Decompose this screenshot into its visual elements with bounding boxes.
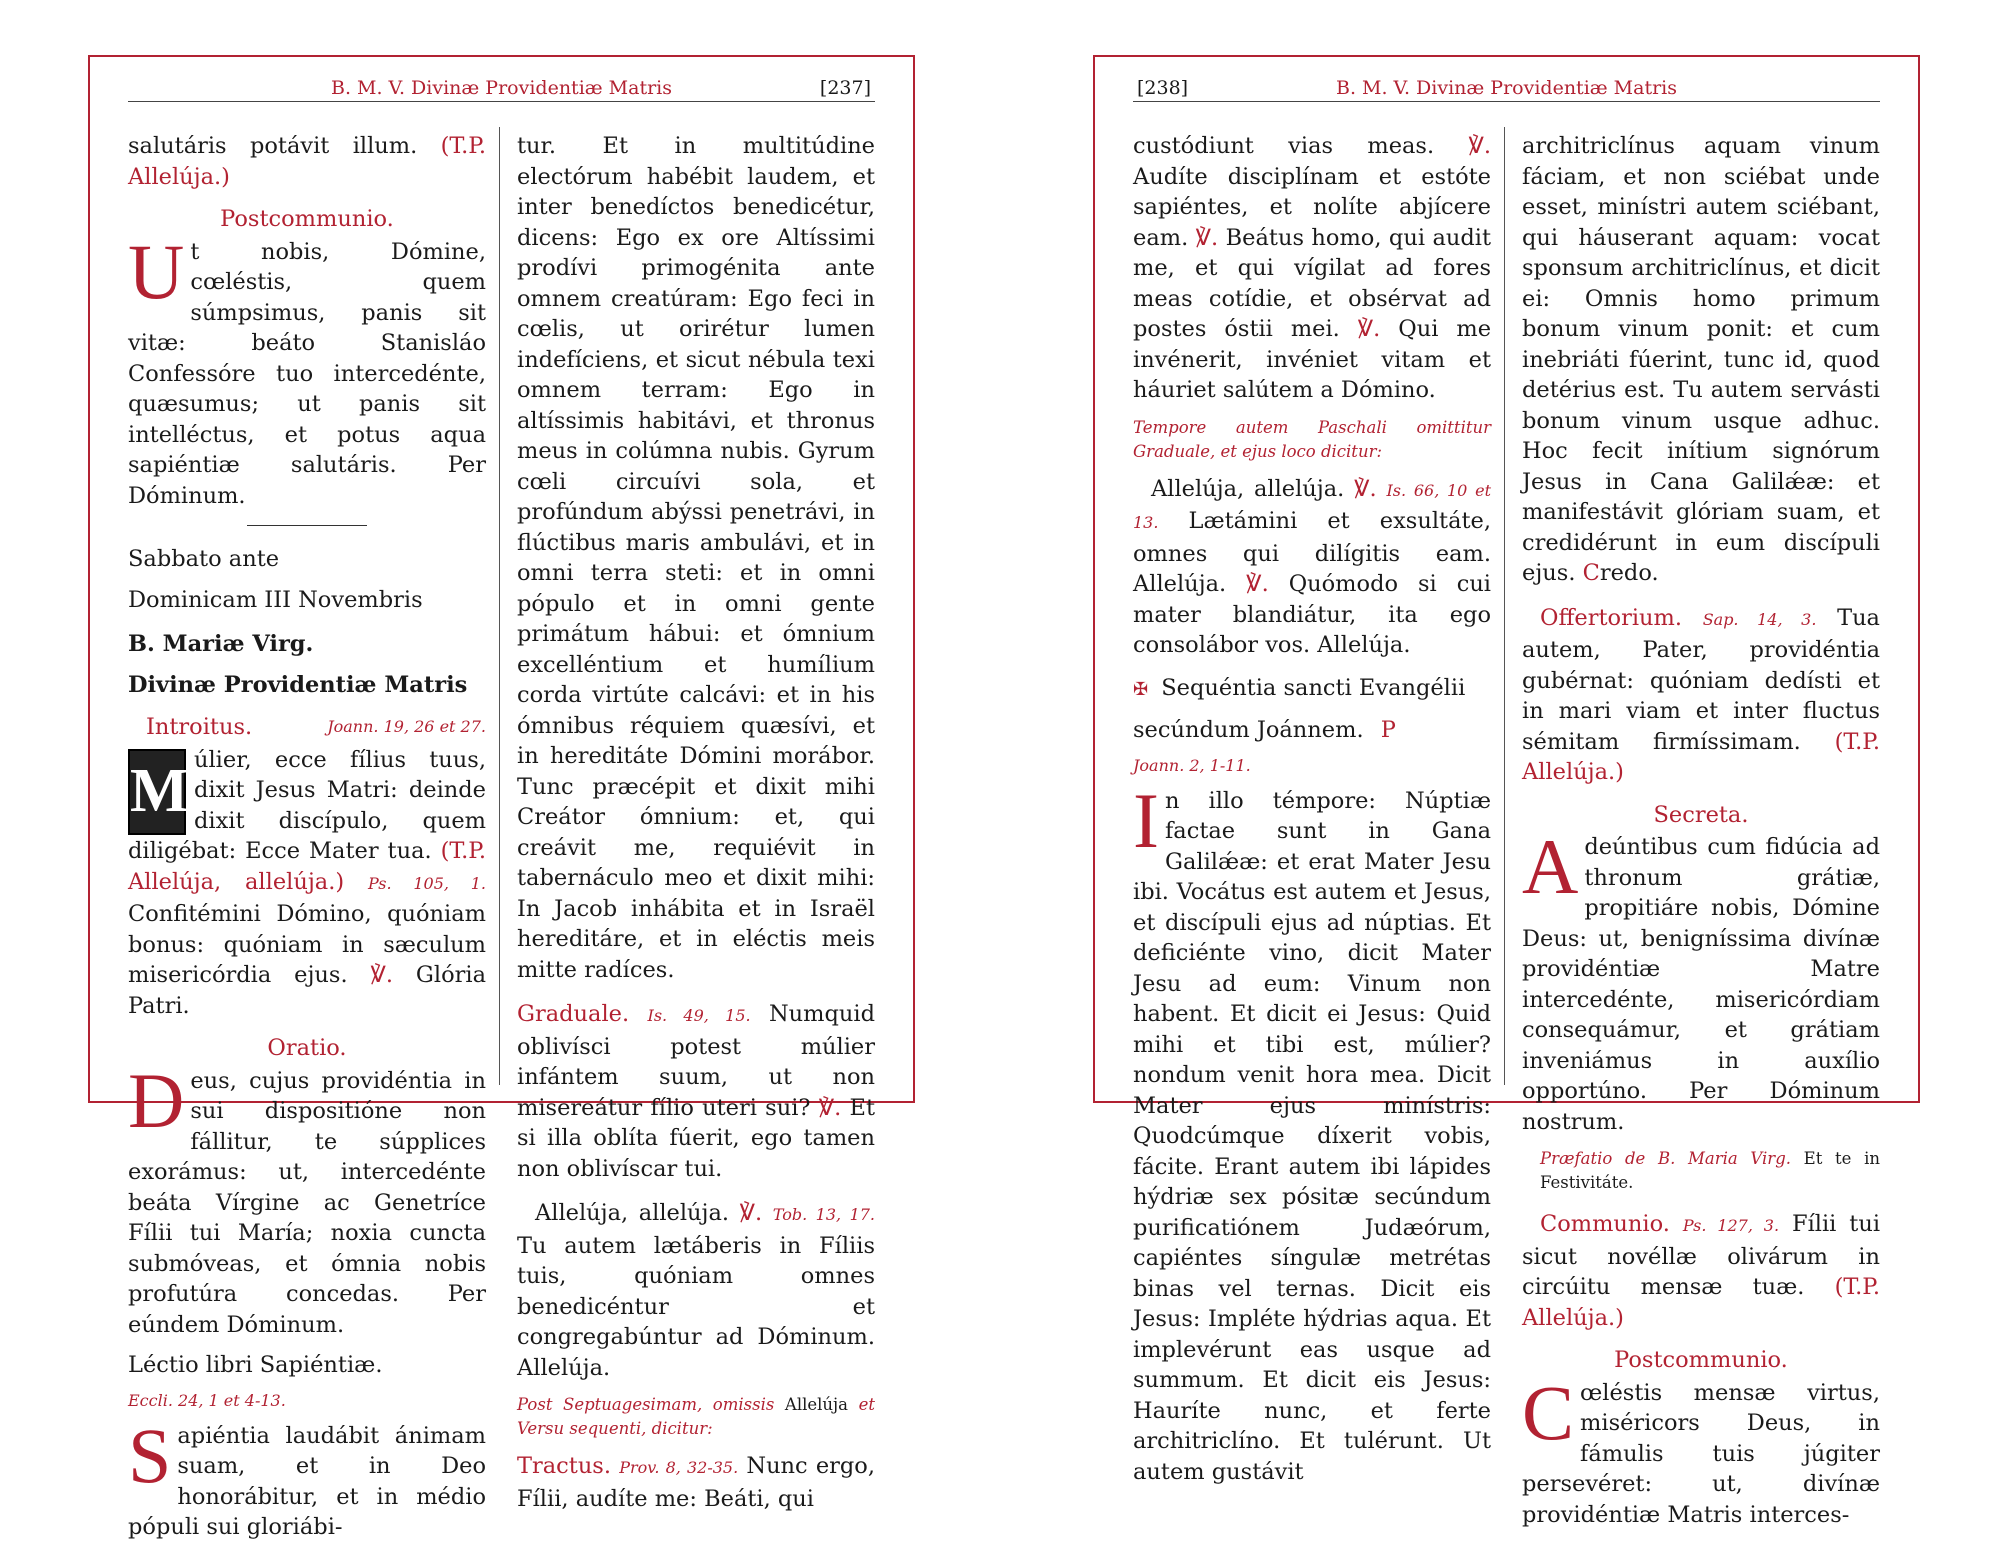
gospel-title-line1: ✠ Sequéntia sancti Evangélii [1133, 674, 1466, 701]
lectio-text: S apiéntia laudábit ánimam suam, et in Deo honorábitur, et in médio pópuli sui gloriábi- [128, 1411, 486, 1540]
section-rule [247, 525, 367, 526]
day-title-line1: Sabbato ante [128, 546, 280, 572]
versicle-symbol: ℣. [370, 962, 394, 988]
feast-title-line1: B. Mariæ Virg. [128, 631, 314, 657]
postcommunio-heading: Postcommunio. [220, 206, 394, 232]
secreta-heading: Secreta. [1653, 801, 1749, 828]
right-page [1093, 55, 1920, 1528]
secreta-text: A deúntibus cum fidúcia ad thronum grátiæ, propitiáre nobis, Dómine Deus: ut, benigníssima divínæ providéntiæ Matre intercedénte, misericórdiam consequámur, et grátiam inveniámus in auxílio opportúno. Per Dóminum nostrum. [1522, 823, 1880, 1135]
drop-cap-initial: D [128, 1056, 185, 1144]
right-column-1 [1133, 131, 1491, 1497]
versicle-symbol: ℣. [1357, 316, 1381, 342]
offertorium-reference: Sap. 14, 3. [1702, 609, 1817, 629]
drop-cap-initial: A [1522, 823, 1579, 910]
page-number: [237] [819, 77, 871, 99]
graduale-label: Graduale. [517, 1001, 630, 1027]
drop-cap-initial: U [128, 227, 185, 315]
postcommunio-heading: Postcommunio. [1614, 1347, 1788, 1373]
running-title: B. M. V. Divinæ Providentiæ Matris [330, 77, 672, 99]
versicle-symbol: ℣. [1195, 224, 1219, 251]
versicle-symbol: ℣. [1354, 475, 1377, 502]
right-column-2 [1522, 131, 1880, 1540]
communio-label: Communio. [1540, 1211, 1670, 1237]
page-header [1133, 69, 1880, 102]
tractus: Tractus. Prov. 8, 32-35. Nunc ergo, Fílii, audíte me: Beáti, qui [517, 1453, 875, 1512]
gospel-reference: Joann. 2, 1-11. [1133, 755, 1251, 775]
gospel-marker: P [1380, 717, 1396, 743]
lectio-title: Léctio libri Sapiéntiæ. [128, 1352, 383, 1378]
continuation-text: salutáris potávit illum. (T.P. Allelúja.) [128, 133, 487, 190]
gospel-continuation: architriclínus aquam vinum fáciam, et non sciébat unde esset, minístri autem sciébant, qui háuserant aquam: vocat sponsum architriclínus, et dicit ei: Omnis homo primum bonum vinum ponit: et cum inebriáti fúerint, tunc id, quod detérius est. Tu autem servásti bonum vinum usque adhuc. Hoc fecit inítium signórum Jesus in Cana Galilǽæ: et manifestávit glóriam suam, et credidérunt in eum discípuli ejus. Credo. [1522, 133, 1880, 586]
introitus-text: M úlier, ecce fílius tuus, dixit Jesus Matri: deinde dixit discípulo, quem diligébat: Ecce Mater tua. (T.P. Allelúja, allelúja.) Ps. 105, 1. Confitémini Dómino, quóniam bonus: quóniam in sæculum misericórdia ejus. ℣. Glória Patri. [128, 746, 486, 1019]
offertorium-label: Offertorium. [1540, 604, 1683, 631]
oratio-text: D eus, cujus providéntia in sui dispositióne non fállitur, te súpplices exorámus: ut, intercedénte beáta Vírgine ac Genetríce Fílii tui María; noxia cuncta submóveas, et ómnia nobis profutúra concedas. Per eúndem Dóminum. [128, 1056, 486, 1338]
left-page [88, 55, 915, 1540]
credo-initial: C [1582, 560, 1600, 586]
septuagesima-rubric: Post Septuagesimam, omissis Allelúja et Versu sequenti, dicitur: [517, 1395, 875, 1438]
postcommunio-text: C œléstis mensæ virtus, miséricors Deus, in fámulis tuis júgiter persevéret: ut, divínæ providéntiæ Matris interces- [1522, 1368, 1880, 1528]
paschal-rubric: Tempore autem Paschali omittitur Graduale, et ejus loco dicitur: [1133, 417, 1491, 461]
page-header [128, 69, 875, 102]
lectio-reference: Eccli. 24, 1 et 4-13. [128, 1390, 286, 1410]
communio: Communio. Ps. 127, 3. Fílii tui sicut novéllæ olivárum in circúitu mensæ tuæ. (T.P. Allelúja.) [1522, 1211, 1881, 1331]
postcommunio-text: U t nobis, Dómine, cœléstis, quem súmpsimus, panis sit vitæ: beáto Stanisláo Confessóre tuo intercedénte, quæsumus; ut panis sit intelléctus, et potus aqua sapiéntiæ salutáris. Per Dóminum. [128, 227, 486, 509]
graduale: Graduale. Is. 49, 15. Numquid oblivísci potest múlier infántem suum, ut non misereátur fílio uteri sui? ℣. Et si illa oblíta fúerit, ego tamen non oblivíscar tui. [517, 1001, 875, 1182]
left-column-2 [517, 131, 875, 1524]
graduale-reference: Is. 49, 15. [647, 1006, 751, 1025]
left-column-1 [128, 131, 486, 1553]
versicle-symbol: ℣. [818, 1094, 842, 1121]
praefatio-rubric: Præfatio de B. Maria Virg. Et te in Festivitáte. [1540, 1149, 1880, 1192]
lectio-continuation: tur. Et in multitúdine electórum habébit laudem, et inter benedíctos benedicétur, dicens: Ego ex ore Altíssimi prodívi primogénita ante omnem creatúram: Ego feci in cœlis, ut orirétur lumen indefíciens, et sicut nébula texi omnem terram: Ego in altíssimis habitávi, et thronus meus in colúmna nubis. Gyrum cœli circuívi sola, et profúndum abýssi penetrávi, in flúctibus maris ambulávi, et in omni terra steti: et in omni pópulo et in omni gente primátum hábui: et ómnium excelléntium et humílium corda virtúte calcávi: et in his ómnibus réquiem quæsívi, et in hereditáte Dómini morábor. Tunc præcépit et dixit mihi Creátor ómnium: et, qui creávit me, requiévit in tabernáculo meo et dixit mihi: In Jacob inhábita et in Israël hereditáre, et in eléctis meis mitte radíces. [517, 133, 875, 983]
drop-cap-initial: C [1522, 1368, 1575, 1456]
versicle-symbol: ℣. [739, 1200, 763, 1226]
alleluia-reference: Tob. 13, 17. [772, 1205, 876, 1224]
ornamental-initial: M [128, 749, 186, 835]
tractus-continuation: custódiunt vias meas. ℣. Audíte disciplínam et estóte sapiéntes, et nolíte abjícere eam. ℣. Beátus homo, qui audit me, et qui vígilat ad fores meas cotídie, et obsérvat ad postes óstii mei. ℣. Qui me invénerit, invéniet vitam et háuriet salútem a Dómino. [1133, 133, 1492, 403]
column-divider [1504, 127, 1505, 1085]
alleluia-verse: Allelúja, allelúja. ℣. Tob. 13, 17. Tu autem lætáberis in Fíliis tuis, quóniam omnes benedicéntur et congregabúntur ad Dóminum. Allelúja. [517, 1200, 876, 1381]
versicle-symbol: ℣. [1468, 133, 1491, 159]
feast-title-line2: Divinæ Providentiæ Matris [128, 671, 468, 698]
introitus-heading [146, 712, 486, 743]
drop-cap-initial: I [1133, 776, 1159, 864]
communio-reference: Ps. 127, 3. [1682, 1216, 1780, 1235]
drop-cap-initial: S [128, 1411, 172, 1499]
day-title-line2: Dominicam III Novembris [128, 586, 423, 613]
psalm-reference: Ps. 105, 1. [367, 873, 486, 893]
paschal-reference: Is. 66, 10 et 13. [1133, 480, 1491, 532]
oratio-heading: Oratio. [267, 1035, 347, 1061]
gospel-title-line2: secúndum Joánnem. P [1133, 717, 1396, 743]
page-number: [238] [1137, 77, 1189, 99]
versicle-symbol: ℣. [1246, 571, 1269, 597]
introitus-reference: Joann. 19, 26 et 27. [327, 717, 486, 736]
tractus-reference: Prov. 8, 32-35. [619, 1458, 739, 1477]
running-title: B. M. V. Divinæ Providentiæ Matris [1335, 77, 1677, 99]
column-divider [499, 127, 500, 1085]
offertorium: Offertorium. Sap. 14, 3. Tua autem, Pater, providéntia gubérnat: quóniam dedísti et in mari viam et inter fluctus sémitam firmíssimam. (T.P. Allelúja.) [1522, 604, 1880, 785]
cross-icon: ✠ [1133, 678, 1149, 700]
gospel-text: I n illo témpore: Núptiæ factae sunt in Gana Galilǽæ: et erat Mater Jesu ibi. Vocátus est autem et Jesus, et discípuli ejus ad núptias. Et deficiénte vino, dicit Mater Jesu ad eum: Vinum non habent. Et dicit ei Jesus: Quid mihi et tibi est, múlier? nondum venit hora mea. Dicit Mater ejus minístris: Quodcúmque díxerit vobis, fácite. Erant autem ibi lápides hýdriæ sex pósitæ secúndum purificatiónem Judæórum, capiéntes síngulæ metrétas binas vel ternas. Dicit eis Jesus: Impléte hýdrias aqua. Et implevérunt eas usque ad summum. Et dicit eis Jesus: Hauríte nunc, et ferte architriclíno. Et tulérunt. Ut autem gustávit [1133, 776, 1491, 1485]
paschal-alleluia: Allelúja, allelúja. ℣. Is. 66, 10 et 13. Lætámini et exsultáte, omnes qui dilígitis eam. Allelúja. ℣. Quómodo si cui mater blandiátur, ita ego consolábor vos. Allelúja. [1133, 475, 1492, 658]
tp-alleluia: (T.P. Allelúja.) [128, 133, 487, 190]
introitus-label: Introitus. [146, 714, 253, 740]
tractus-label: Tractus. [517, 1453, 612, 1479]
